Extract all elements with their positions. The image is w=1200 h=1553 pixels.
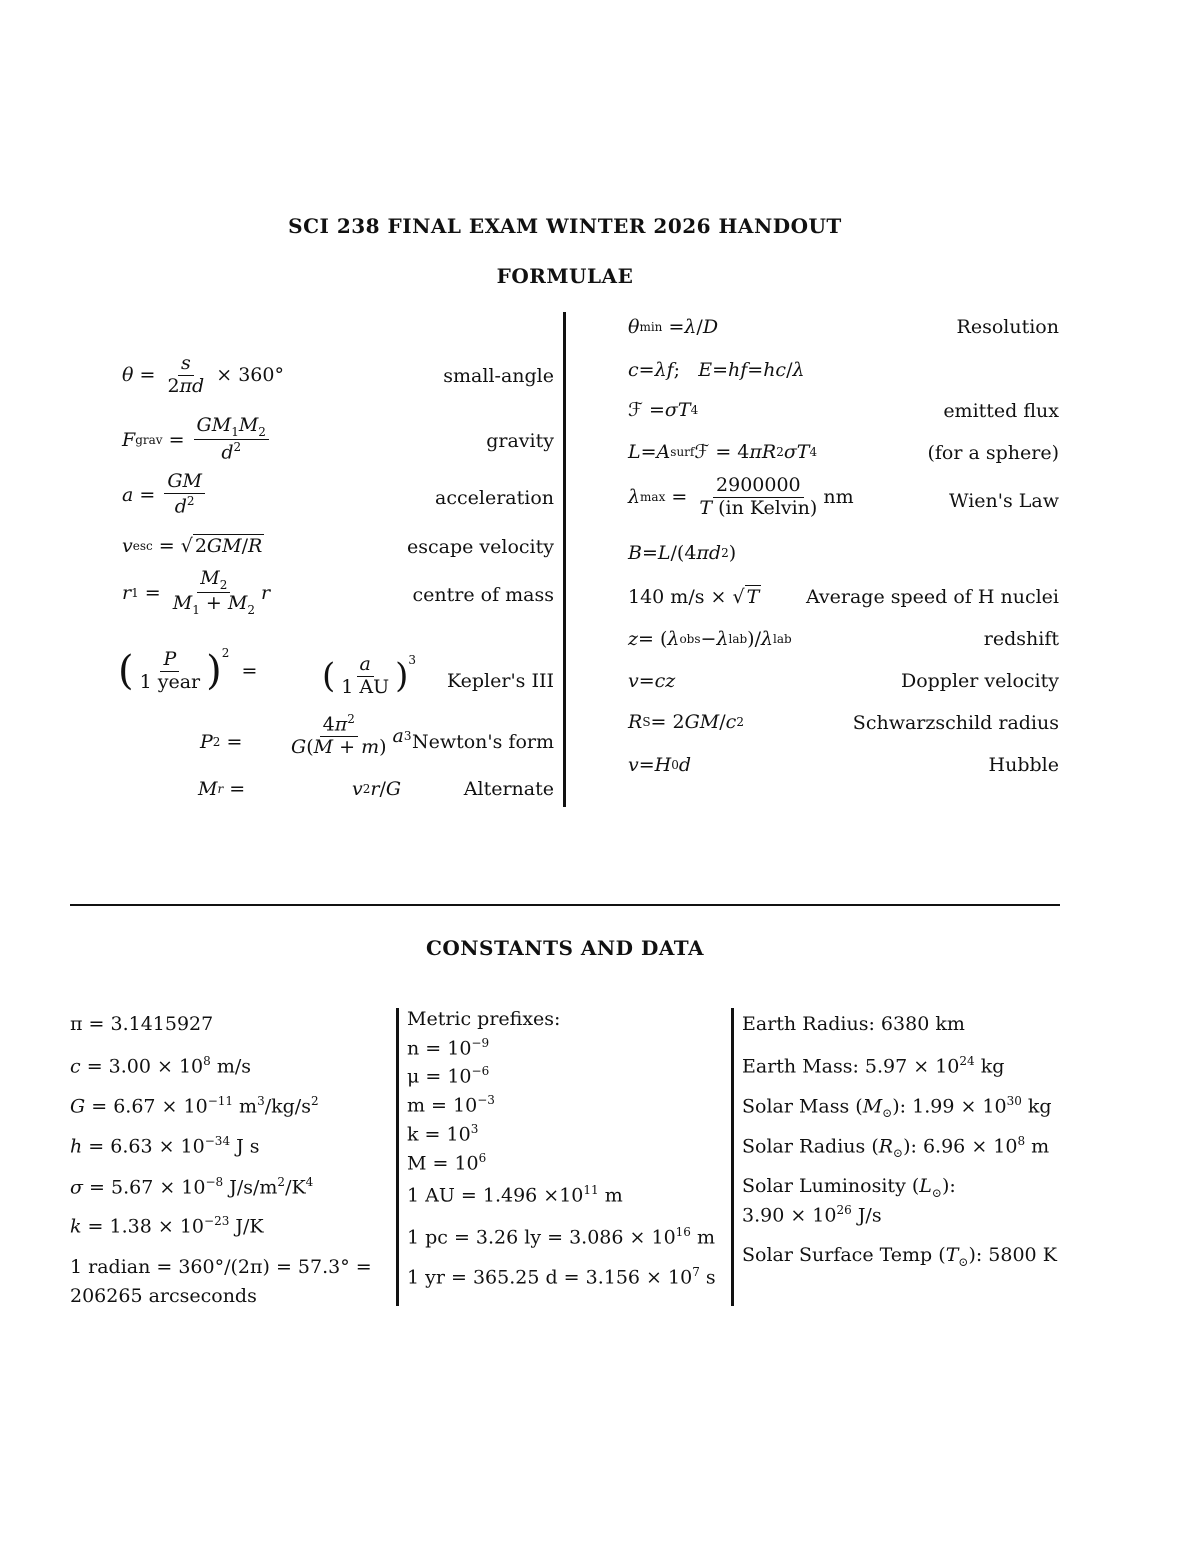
const-yr-units: s [705,1266,716,1289]
label-avg-speed: Average speed of H nuclei [805,586,1059,608]
const-h-exp: −34 [204,1134,231,1148]
label-sphere: (for a sphere) [927,442,1059,464]
const-solar-mass: Solar Mass $(M_⊙)$: $1.99 \times 10^{30}$ kg [742,1094,1052,1121]
const-yr [407,1265,716,1288]
const-sigma: $\sigma = 5.67 \times 10^{-8}$ $J/s/m^2/K^4$ [70,1175,314,1199]
const-solar-temp: Solar Surface Temp $(T_⊙)$: 5800 K [742,1244,1057,1269]
formula-wien: λ max = $\frac{2900000}{\text{T (in Kelvin)}}$ nm [628,474,854,519]
constants-divider-2 [731,1008,734,1306]
const-au-text: 1 AU = 1.496 ×10 [407,1184,584,1207]
formulae-heading: FORMULAE [496,264,634,288]
const-c-exp: 8 [203,1054,211,1068]
const-radian-line1: 1 radian = 360°/(2π) = 57.3° = [70,1256,372,1278]
formula-escape-velocity: v esc = √ 2GM/R [122,534,263,557]
const-pc-exp: 16 [675,1225,691,1239]
label-newtons-form: Newton's form [411,731,554,753]
const-G-value: 6.67 [113,1095,156,1118]
const-sigma-value: 5.67 [110,1176,154,1199]
constants-divider-1 [396,1008,399,1306]
const-au-units: m [604,1184,623,1207]
formula-luminosity: L = A surf ℱ = 4 πR 2 σT 4 [628,441,818,463]
label-gravity: gravity [486,430,554,452]
const-c: $c = 3.00 \times 10^8$ m/s [70,1054,252,1078]
const-h-value: 6.63 [110,1135,153,1158]
section-divider [70,904,1060,906]
const-solar-lum-units: J/s [857,1204,882,1227]
formula-resolution: θ min = λ / D [628,316,719,338]
const-solar-mass-value: 1.99 × 10 [912,1095,1007,1118]
const-G-exp: −11 [207,1094,234,1108]
formula-kepler-rhs: ( $\frac{a}{1 AU}$ ) $^3$ [322,653,417,698]
const-solar-mass-exp: 30 [1006,1094,1022,1108]
const-k: $k = 1.38 \times 10^{-23}$ J/K [70,1214,264,1238]
const-au [407,1183,623,1206]
prefix-M [407,1151,486,1174]
prefix-k-text: k = 10 [407,1123,471,1146]
formula-small-angle: θ = $\frac{s}{2\pi d}$ × 360° [122,352,284,397]
const-earth-mass-exp: 24 [959,1054,975,1068]
const-k-value: 1.38 [109,1215,152,1238]
formula-newton-rhs: $\frac{4\pi^2}{G(M + m)}$ a 3 [291,712,412,759]
const-solar-lum-value: 3.90 × 10 [742,1204,837,1227]
const-k-exp: −23 [204,1214,230,1228]
label-alternate: Alternate [463,778,554,800]
const-solar-lum-label: Solar Luminosity [742,1175,906,1197]
const-c-value: 3.00 [108,1055,151,1078]
formula-gravity: F grav = $\frac{GM_1M_2}{d^2}$ [122,416,272,464]
formulae-divider [563,312,566,807]
const-solar-mass-units: kg [1027,1095,1052,1118]
const-earth-radius: Earth Radius: 6380 km [742,1013,965,1035]
formula-brightness: B = L /(4 πd 2 ) [628,542,737,564]
const-G: $G = 6.67 \times 10^{-11}$ $m^3/kg/s^2$ [70,1094,319,1118]
prefix-n-text: n = 10 [407,1037,472,1060]
const-solar-radius: Solar Radius $(R_⊙)$: $6.96 \times 10^8$ m [742,1134,1050,1161]
const-solar-radius-units: m [1031,1135,1050,1158]
const-earth-mass-units: kg [980,1055,1005,1078]
const-solar-temp-label: Solar Surface Temp [742,1244,933,1266]
formula-newton-lhs: P 2 = [200,731,243,753]
const-c-units: m/s [216,1055,252,1078]
prefix-k-exp: 3 [470,1122,479,1136]
const-solar-lum-value-line [742,1203,882,1226]
const-solar-mass-label: Solar Mass [742,1095,850,1118]
label-wiens-law: Wien's Law [949,490,1059,512]
formula-avg-speed: 140 m/s × √ T [628,585,760,608]
prefix-mu [407,1064,489,1087]
const-pc-units: m [696,1226,716,1249]
prefix-mu-text: μ = 10 [407,1065,472,1088]
const-pi: π = 3.1415927 [70,1013,214,1035]
constants-heading: CONSTANTS AND DATA [425,936,705,960]
const-pc-text: 1 pc = 3.26 ly = 3.086 × 10 [407,1226,676,1249]
label-redshift: redshift [983,628,1059,650]
label-doppler: Doppler velocity [900,670,1059,692]
const-pc [407,1225,715,1248]
prefix-m [407,1093,495,1116]
formula-schwarzschild: R S = 2 GM / c 2 [628,711,744,733]
const-h: $h = 6.63 \times 10^{-34}$ J s [70,1134,260,1158]
label-emitted-flux: emitted flux [943,400,1059,422]
label-hubble: Hubble [988,754,1059,776]
label-escape-velocity: escape velocity [407,536,554,558]
const-yr-exp: 7 [692,1265,700,1279]
formula-wave: c = λf ; E = hf = hc / λ [628,359,805,381]
const-earth-mass [742,1054,1004,1077]
label-schwarzschild: Schwarzschild radius [852,712,1059,734]
const-earth-mass-text: Earth Mass: 5.97 × 10 [742,1055,960,1078]
const-radian-line2: 206265 arcseconds [70,1285,257,1307]
formula-emitted-flux: ℱ = σT 4 [628,399,699,421]
formula-centre-of-mass: r 1 = $\frac{M_2}{M_1 + M_2}$ r [122,567,271,618]
formula-doppler: v = cz [628,670,676,692]
const-solar-lum: Solar Luminosity $(L_⊙)$: [742,1175,956,1200]
page-title: SCI 238 FINAL EXAM WINTER 2026 HANDOUT [288,214,842,238]
const-solar-radius-value: 6.96 × 10 [922,1135,1018,1158]
prefix-M-text: M = 10 [407,1152,479,1175]
prefix-m-exp: −3 [477,1093,495,1107]
formula-acceleration: a = $\frac{GM}{d^2}$ [122,472,208,517]
prefix-m-text: m = 10 [407,1094,478,1117]
prefix-mu-exp: −6 [471,1064,490,1078]
const-yr-text: 1 yr = 365.25 d = 3.156 × 10 [407,1266,693,1289]
formula-hubble: v = H 0 d [628,754,692,776]
formula-kepler-lhs: ( $\frac{P}{\text{1 year}}$ ) $^2$ = [118,646,258,695]
formula-redshift: z = ( λ obs − λ lab )/ λ lab [628,628,792,650]
prefix-n [407,1036,489,1059]
label-small-angle: small-angle [443,365,554,387]
const-solar-temp-value: 5800 K [988,1244,1057,1266]
label-keplers-third: Kepler's III [446,670,554,692]
const-k-units: J/K [235,1215,264,1238]
const-sigma-exp: −8 [205,1175,224,1189]
const-au-exp: 11 [583,1183,599,1197]
metric-heading: Metric prefixes: [407,1008,561,1030]
const-h-units: J s [236,1135,260,1158]
prefix-n-exp: −9 [471,1036,490,1050]
prefix-k [407,1122,478,1145]
const-solar-radius-exp: 8 [1017,1134,1026,1148]
label-acceleration: acceleration [435,487,554,509]
const-solar-lum-exp: 26 [836,1203,852,1217]
formula-alternate-rhs: v 2 r / G [352,778,402,800]
formula-alternate-lhs: M r = [198,778,246,800]
label-centre-of-mass: centre of mass [412,584,554,606]
label-resolution: Resolution [956,316,1059,338]
const-solar-radius-label: Solar Radius [742,1135,866,1158]
prefix-M-exp: 6 [478,1151,487,1165]
